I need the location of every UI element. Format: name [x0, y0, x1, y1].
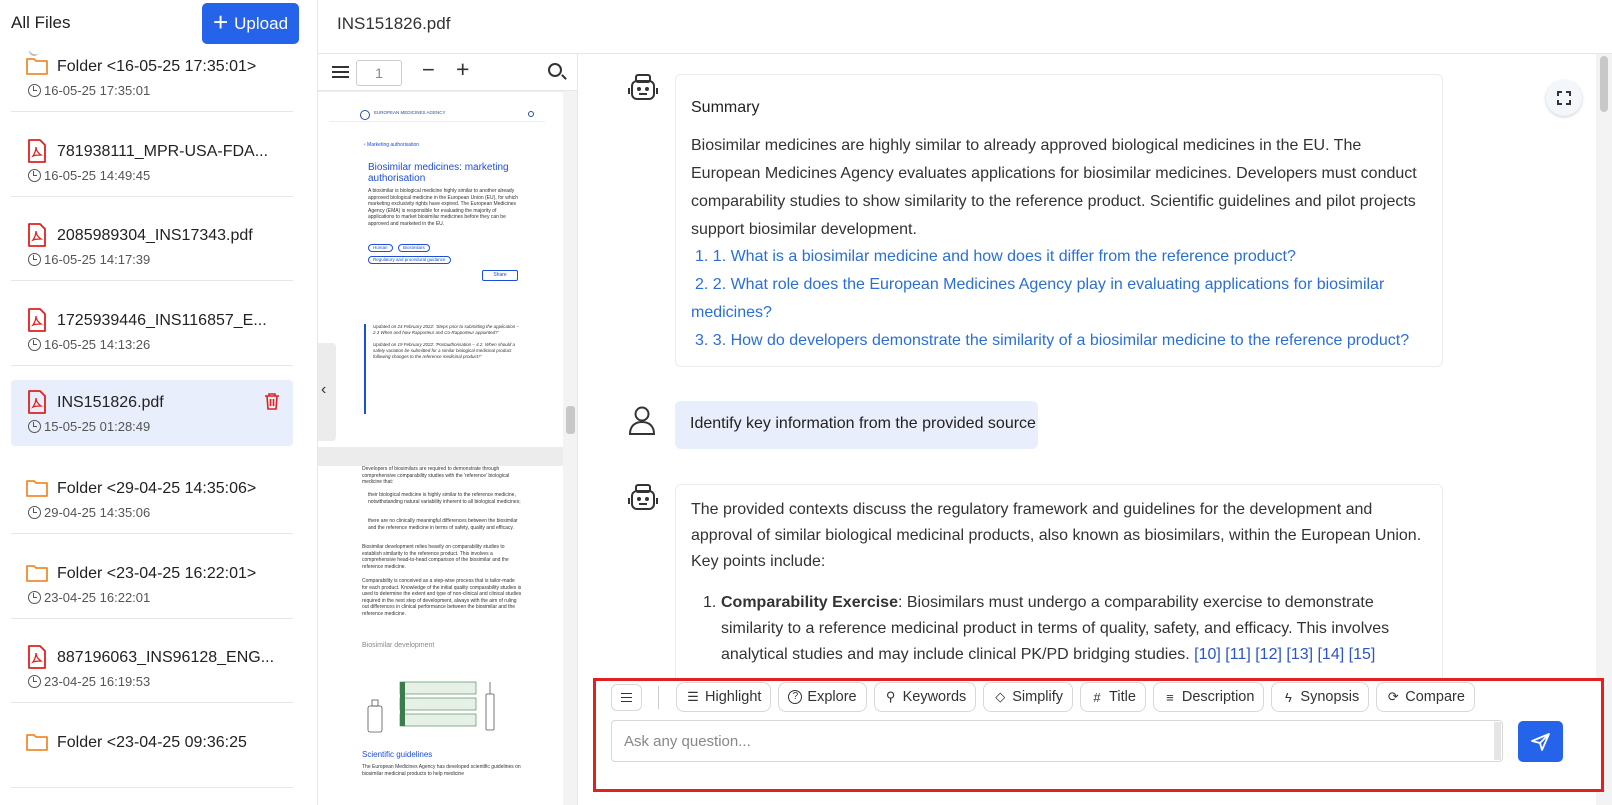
tool-keywords-button[interactable]: [874, 682, 977, 712]
file-date: 16-05-25 14:17:39: [44, 252, 151, 267]
pdf-file-icon: [26, 645, 48, 669]
expand-icon: [1566, 91, 1571, 96]
suggested-question[interactable]: 1. 1. What is a biosimilar medicine and how does it differ from the reference product?: [695, 248, 1296, 265]
question-input[interactable]: [611, 720, 1503, 762]
tool-title-button[interactable]: [1080, 682, 1146, 712]
pdf-update-1: Updated on 24 February 2022: 'Steps prior to submitting the application – 2.3 When and how Rapporteur and Co-Rapporteur appointed?': [373, 324, 519, 335]
pdf-file-icon: [26, 139, 48, 163]
pdf-p2-bullet-2: there are no clinically meaningful differences between the biosimilar and the reference medicine in terms of safety, quality and efficacy.: [368, 518, 518, 531]
file-sidebar: [0, 0, 318, 805]
tool-explore-button[interactable]: [778, 682, 866, 712]
ema-logo-icon: [360, 110, 370, 120]
clock-icon: [28, 253, 41, 266]
pdf-toolbar: [318, 54, 578, 91]
pdf-file-icon: [26, 308, 48, 332]
tool-label: Title: [1109, 689, 1136, 705]
pdf-scroll-thumb[interactable]: [566, 406, 575, 434]
suggested-question[interactable]: 3. 3. How do developers demonstrate the similarity of a biosimilar medicine to the reference product?: [695, 332, 1410, 349]
tool-label: Explore: [807, 689, 857, 705]
chat-scroll-thumb[interactable]: [1600, 56, 1608, 112]
tool-label: Highlight: [705, 689, 762, 705]
tools-toggle-button[interactable]: [611, 684, 642, 711]
expand-icon: [1557, 91, 1562, 96]
tool-simplify-button[interactable]: [983, 682, 1073, 712]
sidebar-header: [0, 0, 317, 46]
pdf-diagram: [358, 678, 518, 738]
pdf-p2-subhead: Biosimilar development: [362, 642, 435, 649]
folder-item[interactable]: [11, 720, 293, 788]
file-name: 1725939446_INS116857_E...: [57, 312, 267, 329]
folder-icon: [26, 54, 48, 78]
answer-item-text: : Biosimilars must undergo a comparability exercise to demonstrate similarity to a reference medicinal product in terms of quality, safety, and efficacy. This involves analytical studies and may include clinical PK/PD bridging studies.: [721, 594, 1390, 663]
file-item[interactable]: [11, 380, 293, 446]
pdf-viewer: [318, 54, 578, 805]
pdf-p2-para-2: Comparability is conceived as a step-wise process that is tailor-made for each product. Knowledge of the initial quality comparability studies is used to determine the extent and type of non-clinical and clinical studies required in the next step of development, always with the aim of ruling out differences in clinical performance between the biosimilar and the reference medicine.: [362, 578, 522, 617]
tool-description-button[interactable]: [1153, 682, 1265, 712]
summary-text: Biosimilar medicines are highly similar to already approved biological medicines in the EU. The European Medicines Agency evaluates applications for biosimilar medicines. Developers must conduct comparability studies to show similarity to the reference product. Scientific guidelines and pilot projects support biosimilar development.: [691, 137, 1417, 238]
folder-icon: [26, 476, 48, 500]
file-name: INS151826.pdf: [57, 394, 164, 411]
input-scrollbar: [1494, 722, 1501, 760]
folder-item[interactable]: [11, 466, 293, 534]
file-date: 16-05-25 14:13:26: [44, 337, 151, 352]
user-avatar-icon: [628, 405, 656, 435]
plus-icon: +: [212, 7, 229, 37]
send-icon: [1531, 733, 1550, 751]
answer-item-number: 1.: [703, 594, 717, 611]
pdf-breadcrumb: ‹ Marketing authorisation: [364, 142, 420, 148]
pdf-p2-intro: Developers of biosimilars are required to demonstrate through comprehensive comparability studies with the 'reference' biological medicine that:: [362, 466, 510, 485]
file-name: Folder <29-04-25 14:35:06>: [57, 480, 257, 497]
user-message-text: Identify key information from the provided source: [690, 415, 1036, 432]
help-circle-icon: ?: [788, 690, 802, 704]
tool-compare-button[interactable]: [1376, 682, 1475, 712]
ema-header: [330, 106, 545, 122]
pdf-share-button: Share: [482, 270, 518, 281]
delete-icon[interactable]: [264, 392, 280, 410]
summary-title: Summary: [691, 99, 760, 116]
pdf-file-icon: [26, 223, 48, 247]
citation-links[interactable]: [10] [11] [12] [13] [14] [15]: [1194, 646, 1376, 663]
file-name: Folder <23-04-25 16:22:01>: [57, 565, 257, 582]
bot-avatar-icon: [627, 72, 659, 104]
file-item[interactable]: [11, 635, 293, 703]
pdf-scrollbar[interactable]: [563, 91, 578, 805]
pdf-p2-guidelines-heading: Scientific guidelines: [362, 750, 433, 759]
clock-icon: [28, 338, 41, 351]
pdf-update-2: Updated on 19 February 2022: 'Postauthorisation – 4.2. When should a safety variation be submitted for a similar biological medicinal product following changes to the reference medicinal product?': [373, 342, 515, 359]
pdf-updates: [364, 324, 524, 414]
sidebar-title: All Files: [11, 13, 71, 32]
lightning-icon: ϟ: [1284, 689, 1292, 705]
file-name: 2085989304_INS17343.pdf: [57, 227, 253, 244]
bot-avatar-icon: [627, 482, 659, 514]
menu-icon: [621, 693, 632, 702]
pdf-page-1: [318, 92, 563, 447]
file-date: 16-05-25 14:49:45: [44, 168, 151, 183]
tool-label: Synopsis: [1300, 689, 1360, 705]
upload-button[interactable]: [202, 3, 299, 44]
file-name: Folder <16-05-25 17:35:01>: [57, 58, 257, 75]
tool-label: Description: [1181, 689, 1255, 705]
toolbar-divider: [658, 686, 659, 709]
file-date: 23-04-25 16:22:01: [44, 590, 151, 605]
user-message-bubble: [675, 401, 1038, 449]
pdf-file-icon: [26, 390, 48, 414]
align-left-icon: ≡: [1166, 689, 1174, 705]
tool-highlight-button[interactable]: [676, 682, 771, 712]
hash-icon: #: [1093, 689, 1101, 705]
folder-item[interactable]: [11, 551, 293, 619]
pdf-heading: Biosimilar medicines: marketing authorisation: [368, 162, 509, 184]
pdf-page-2: [318, 466, 563, 805]
folder-icon: [26, 561, 48, 585]
file-name: 781938111_MPR-USA-FDA...: [57, 143, 269, 160]
sidebar-toggle-icon[interactable]: [332, 66, 349, 78]
file-item[interactable]: [11, 129, 293, 197]
file-date: 15-05-25 01:28:49: [44, 419, 151, 434]
send-button[interactable]: [1518, 721, 1563, 762]
page-number-input[interactable]: 1: [356, 60, 402, 86]
clock-icon: [28, 169, 41, 182]
quick-actions: [676, 682, 1475, 712]
upload-label: Upload: [234, 13, 289, 33]
pdf-tag: Biosimilars: [398, 244, 430, 252]
file-name: Folder <23-04-25 09:36:25: [57, 734, 247, 751]
folder-icon: [26, 730, 48, 754]
tool-label: Simplify: [1012, 689, 1064, 705]
clock-icon: [28, 84, 41, 97]
pdf-p2-bullet-1: their biological medicine is highly similar to the reference medicine, notwithstanding natural variability inherent to all biological medicines;: [368, 492, 521, 505]
tool-synopsis-button[interactable]: [1271, 682, 1369, 712]
expand-icon: [1557, 100, 1562, 105]
key-icon: ⚲: [885, 689, 896, 704]
refresh-icon: ⟳: [1387, 689, 1399, 704]
zoom-out-button[interactable]: −: [422, 57, 435, 82]
file-date: 29-04-25 14:35:06: [44, 505, 151, 520]
eraser-icon: ◇: [995, 689, 1006, 704]
tool-label: Keywords: [902, 689, 967, 705]
document-title: INS151826.pdf: [337, 14, 451, 33]
pdf-p2-para-1: Biosimilar development relies heavily on comparability studies to establish similarity to the reference product. This involves a comprehensive head-to-head comparison of the biosimilar and the reference medicine.: [362, 544, 509, 570]
pdf-intro: A biosimilar is biological medicine highly similar to another already approved biological medicine in the European Union (EU), for which marketing exclusivity rights have expired. The European Medicines Agency (EMA) is responsible for evaluating the majority of applications to market biosimilar medicines before they can be approved and marketed in the EU.: [368, 188, 519, 227]
file-item[interactable]: [11, 298, 293, 366]
pdf-p2-guidelines-text: The European Medicines Agency has developed scientific guidelines on biosimilar medicinal products to help medicine: [362, 764, 521, 777]
expand-icon: [1566, 100, 1571, 105]
clock-icon: [28, 506, 41, 519]
suggested-question[interactable]: 2. 2. What role does the European Medicines Agency play in evaluating applications for biosimilar medicines?: [691, 276, 1385, 321]
clock-icon: [28, 591, 41, 604]
fullscreen-button[interactable]: [1546, 80, 1582, 116]
pdf-tag: Human: [368, 244, 393, 252]
ema-search-icon: [528, 111, 534, 117]
tool-label: Compare: [1405, 689, 1465, 705]
zoom-in-button[interactable]: +: [456, 56, 470, 82]
file-name: 887196063_INS96128_ENG...: [57, 649, 275, 666]
collapse-pdf-button[interactable]: [318, 343, 336, 441]
clock-icon: [28, 675, 41, 688]
chat-composer: [593, 678, 1604, 792]
answer-item: [721, 590, 1426, 668]
search-icon[interactable]: [548, 63, 562, 77]
ema-name: EUROPEAN MEDICINES AGENCY: [374, 110, 446, 115]
pdf-tag: Regulatory and procedural guidance: [368, 256, 451, 264]
answer-item-title: Comparability Exercise: [721, 594, 898, 611]
file-date: 16-05-25 17:35:01: [44, 83, 151, 98]
file-item[interactable]: [11, 213, 293, 281]
answer-intro: The provided contexts discuss the regulatory framework and guidelines for the development and approval of similar biological medicinal products, also known as biosimilars, within the European Union. Key points include:: [691, 501, 1422, 570]
folder-item[interactable]: [11, 44, 293, 112]
chevron-left-icon: ‹: [321, 381, 327, 398]
list-icon: ☰: [687, 689, 699, 704]
file-date: 23-04-25 16:19:53: [44, 674, 151, 689]
clock-icon: [28, 420, 41, 433]
summary-card: [675, 74, 1443, 367]
